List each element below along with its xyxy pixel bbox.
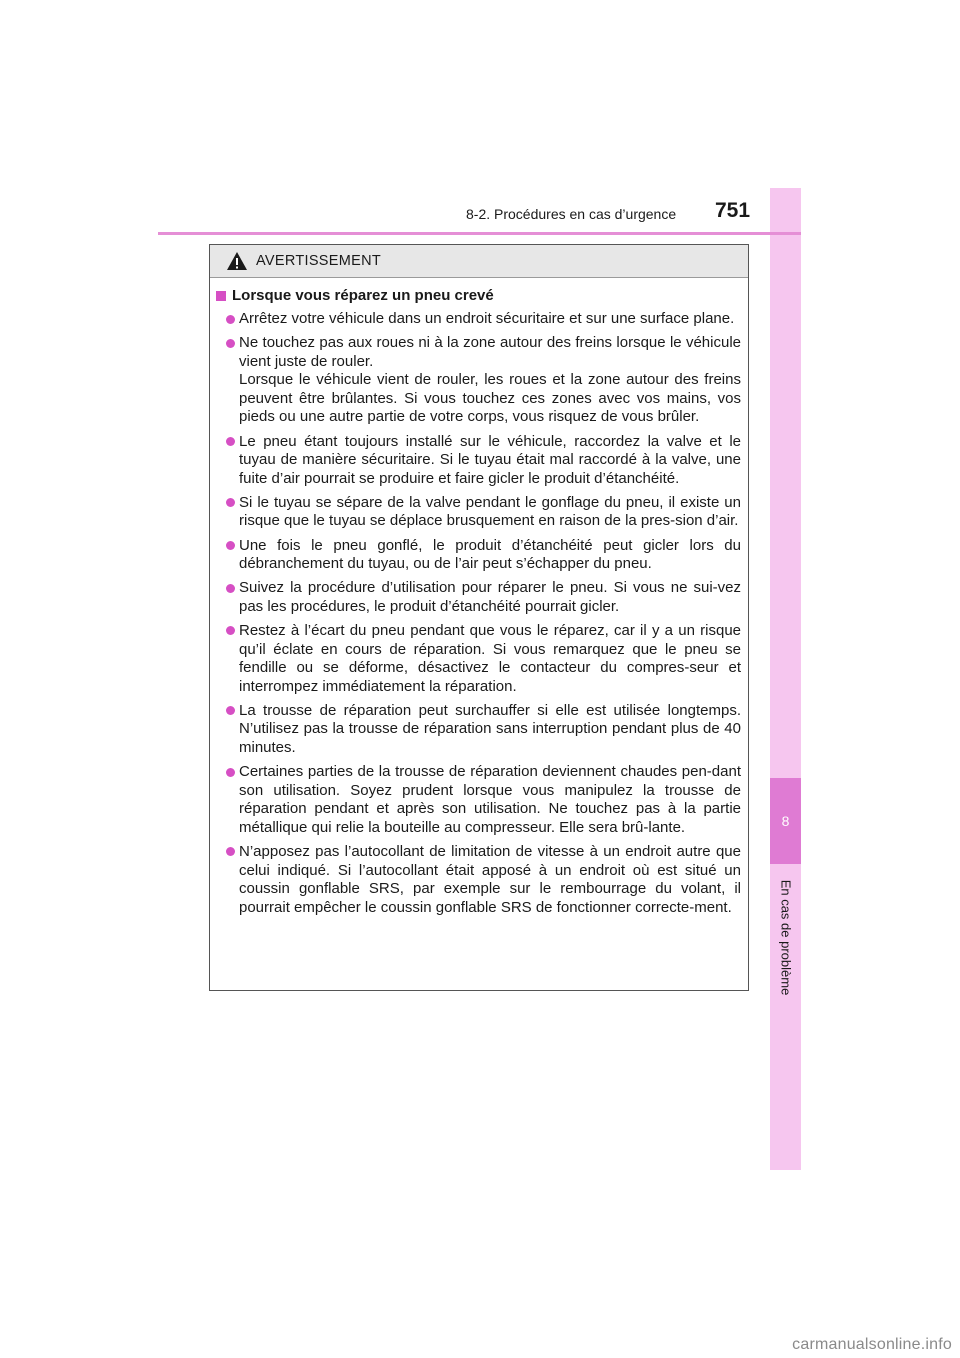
item-paragraph: Si le tuyau se sépare de la valve pendant le gonflage du pneu, il existe un risque que le tuyau se déplace brusquement en raison de la pres-sion d’air. (239, 493, 741, 530)
warning-body (210, 278, 748, 917)
circle-bullet-icon (226, 339, 235, 348)
circle-bullet-icon (226, 541, 235, 550)
list-item (216, 579, 741, 616)
warning-subheading (216, 287, 741, 304)
item-paragraph: Arrêtez votre véhicule dans un endroit sécuritaire et sur une surface plane. (239, 310, 735, 327)
page-number: 751 (715, 199, 751, 222)
list-item (216, 763, 741, 837)
header-rule (158, 232, 801, 235)
item-paragraph: Ne touchez pas aux roues ni à la zone autour des freins lorsque le véhicule vient juste de rouler. (239, 334, 741, 370)
warning-box (209, 244, 749, 991)
chapter-name: En cas de problème (778, 879, 793, 995)
warning-list (216, 310, 741, 917)
chapter-name-label (770, 872, 801, 1002)
warning-triangle-icon (226, 251, 248, 271)
list-item (216, 843, 741, 917)
item-paragraph: N’apposez pas l’autocollant de limitation de vitesse à un endroit autre que celui indiqué. Si l’autocollant était apposé à un endroit où est situé un coussin gonflable SRS, par exemple sur le rembourrage du volant, il pourrait empêcher le coussin gonflable SRS de fonctionner correcte-ment. (239, 842, 741, 916)
chapter-side-tab (770, 188, 801, 1170)
list-item (216, 494, 741, 531)
circle-bullet-icon (226, 437, 235, 446)
warning-header (210, 245, 748, 278)
circle-bullet-icon (226, 768, 235, 777)
circle-bullet-icon (226, 626, 235, 635)
section-title: 8-2. Procédures en cas d’urgence (466, 206, 677, 222)
subheading-text: Lorsque vous réparez un pneu crevé (232, 287, 494, 304)
list-item (216, 702, 741, 758)
list-item (216, 622, 741, 696)
warning-label: AVERTISSEMENT (256, 253, 382, 269)
item-paragraph: Certaines parties de la trousse de réparation deviennent chaudes pen-dant son utilisation. Soyez prudent lorsque vous manipulez la trousse de réparation pendant et après son utilisation. Ne touchez pas à la partie métallique qui relie la bouteille au compresseur. Elle sera brû-lante. (239, 763, 741, 836)
circle-bullet-icon (226, 847, 235, 856)
chapter-number-tab (770, 778, 801, 864)
circle-bullet-icon (226, 706, 235, 715)
item-paragraph: Le pneu étant toujours installé sur le véhicule, raccordez la valve et le tuyau de manière sécuritaire. Si le tuyau était mal raccordé à la valve, une fuite d’air pourrait se produire et faire gicler le produit d’étanchéité. (239, 432, 741, 487)
chapter-number: 8 (781, 813, 790, 829)
list-item (216, 334, 741, 427)
circle-bullet-icon (226, 315, 235, 324)
item-paragraph: Restez à l’écart du pneu pendant que vous le réparez, car il y a un risque qu’il éclate en cours de réparation. Si vous remarquez que le pneu se fendille ou se déforme, désactivez le contacteur du compres-seur et interrompez immédiatement la réparation. (239, 621, 741, 695)
list-item (216, 537, 741, 574)
list-item (216, 310, 741, 329)
item-paragraph: La trousse de réparation peut surchauffer si elle est utilisée longtemps. N’utilisez pas la trousse de réparation sans interruption pendant plus de 40 minutes. (239, 701, 741, 756)
circle-bullet-icon (226, 498, 235, 507)
item-paragraph: Suivez la procédure d’utilisation pour réparer le pneu. Si vous ne sui-vez pas les procédures, le produit d’étanchéité pourrait gicler. (239, 579, 741, 615)
item-paragraph: Une fois le pneu gonflé, le produit d’étanchéité peut gicler lors du débranchement du tuyau, ou de l’air peut s’échapper du pneu. (239, 536, 741, 573)
list-item (216, 433, 741, 489)
square-bullet-icon (216, 291, 226, 301)
circle-bullet-icon (226, 584, 235, 593)
watermark: carmanualsonline.info (792, 1336, 952, 1353)
item-paragraph: Lorsque le véhicule vient de rouler, les roues et la zone autour des freins peuvent être brûlantes. Si vous touchez ces zones avec vos mains, vos pieds ou une autre partie de votre corps, vous risquez de vous brûler. (239, 371, 741, 426)
